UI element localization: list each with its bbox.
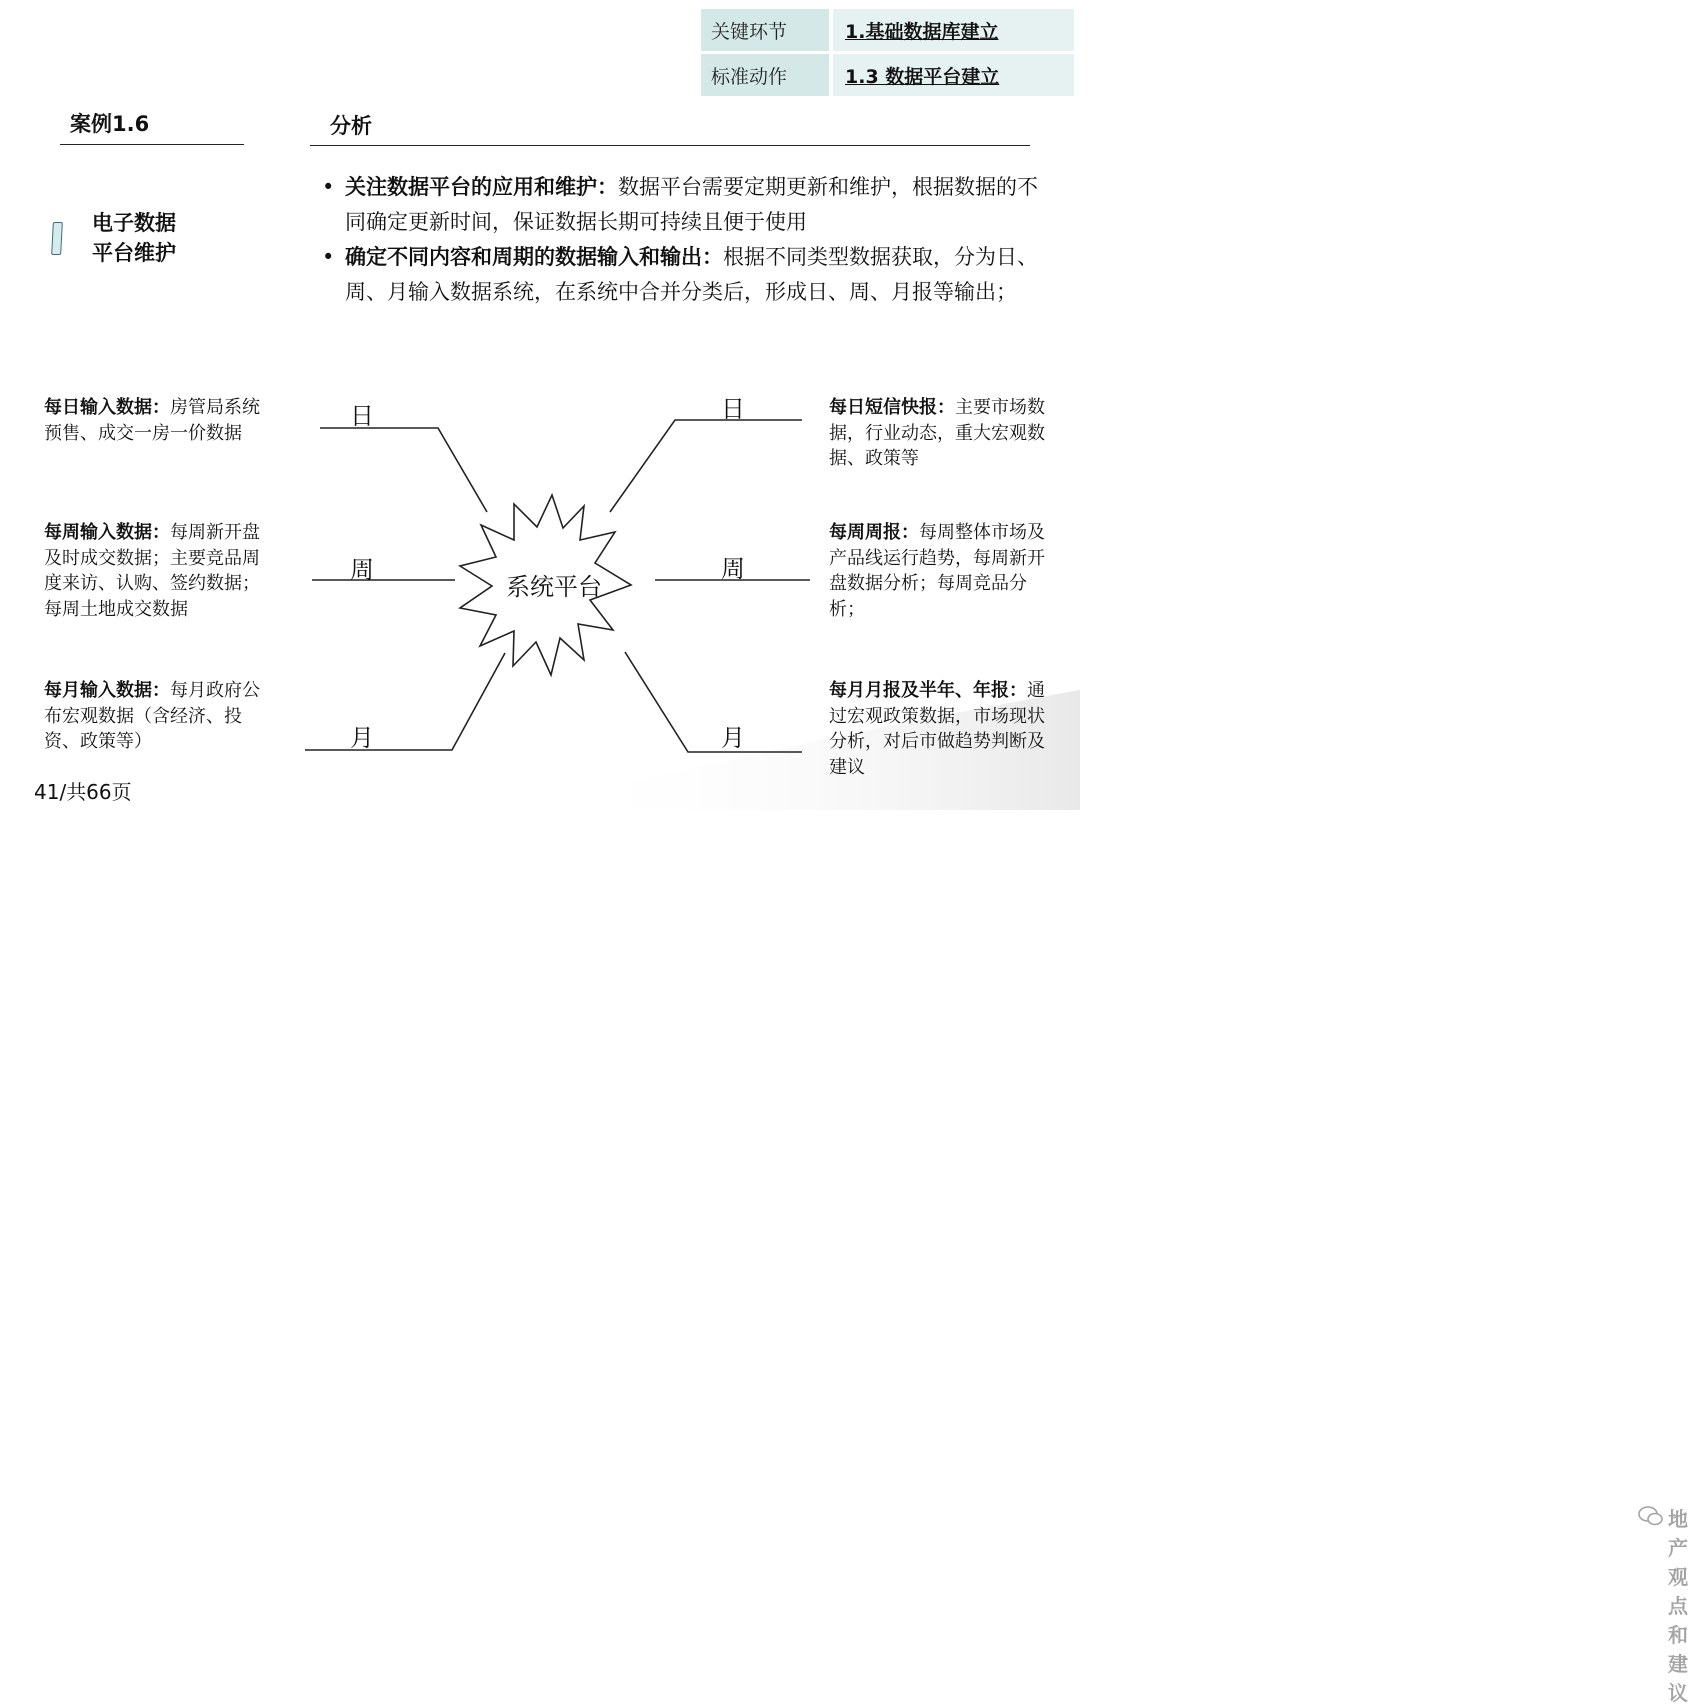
page-number: 41/共66页 [34,780,132,804]
connector-line-right-day [610,420,802,512]
wechat-icon [1638,1506,1664,1526]
case-title: 案例1.6 [70,112,150,136]
left-label-month: 月 [350,724,374,752]
note-lead: 每月月报及半年、年报： [829,680,1027,701]
note-lead: 每日输入数据： [44,397,170,418]
output-note-weekly [829,520,1047,622]
value-cell: 1.基础数据库建立 [829,9,1074,51]
key-cell: 标准动作 [701,54,829,96]
connector-line-left-day [320,428,487,512]
note-text: 主要市场数据，行业动态，重大宏观数据、政策等 [829,397,1045,469]
bullet-lead: 确定不同内容和周期的数据输入和输出： [345,245,723,269]
output-note-monthly [829,678,1061,780]
note-text: 每周整体市场及产品线运行趋势，每周新开盘数据分析；每周竞品分析； [829,522,1045,620]
input-note-monthly [44,678,266,755]
note-text: 通过宏观政策数据，市场现状分析，对后市做趋势判断及建议 [829,680,1045,778]
input-note-weekly [44,520,274,622]
value-cell: 1.3 数据平台建立 [829,54,1074,96]
connector-line-right-month [625,652,802,752]
note-text: 房管局系统预售、成交一房一价数据 [44,397,260,444]
watermark-text: 地产观点和建议 [1668,1507,1688,1705]
analysis-title: 分析 [330,114,372,138]
bullet-lead: 关注数据平台的应用和维护： [345,175,618,199]
right-label-day: 日 [721,395,745,423]
topic-line: 电子数据 [92,211,176,235]
output-note-daily [829,395,1047,472]
note-lead: 每月输入数据： [44,680,170,701]
left-label-day: 日 [350,402,374,430]
right-label-week: 周 [721,555,745,583]
key-cell: 关键环节 [701,9,829,51]
connector-line-left-month [305,653,505,750]
note-text: 每周新开盘及时成交数据；主要竞品周度来访、认购、签约数据；每周土地成交数据 [44,522,260,620]
note-lead: 每日短信快报： [829,397,955,418]
right-label-month: 月 [721,724,745,752]
note-lead: 每周输入数据： [44,522,170,543]
diagram-center-label: 系统平台 [506,573,602,601]
note-lead: 每周周报： [829,522,919,543]
bullet-text: 数据平台需要定期更新和维护，根据数据的不同确定更新时间，保证数据长期可持续且便于使用 [345,175,1038,234]
note-text: 每月政府公布宏观数据（含经济、投资、政策等） [44,680,260,752]
topic-line: 平台维护 [92,241,176,265]
bullet-text: 根据不同类型数据获取，分为日、周、月输入数据系统，在系统中合并分类后，形成日、周、月报等输出； [345,245,1038,304]
input-note-daily [44,395,270,446]
left-label-week: 周 [350,556,374,584]
